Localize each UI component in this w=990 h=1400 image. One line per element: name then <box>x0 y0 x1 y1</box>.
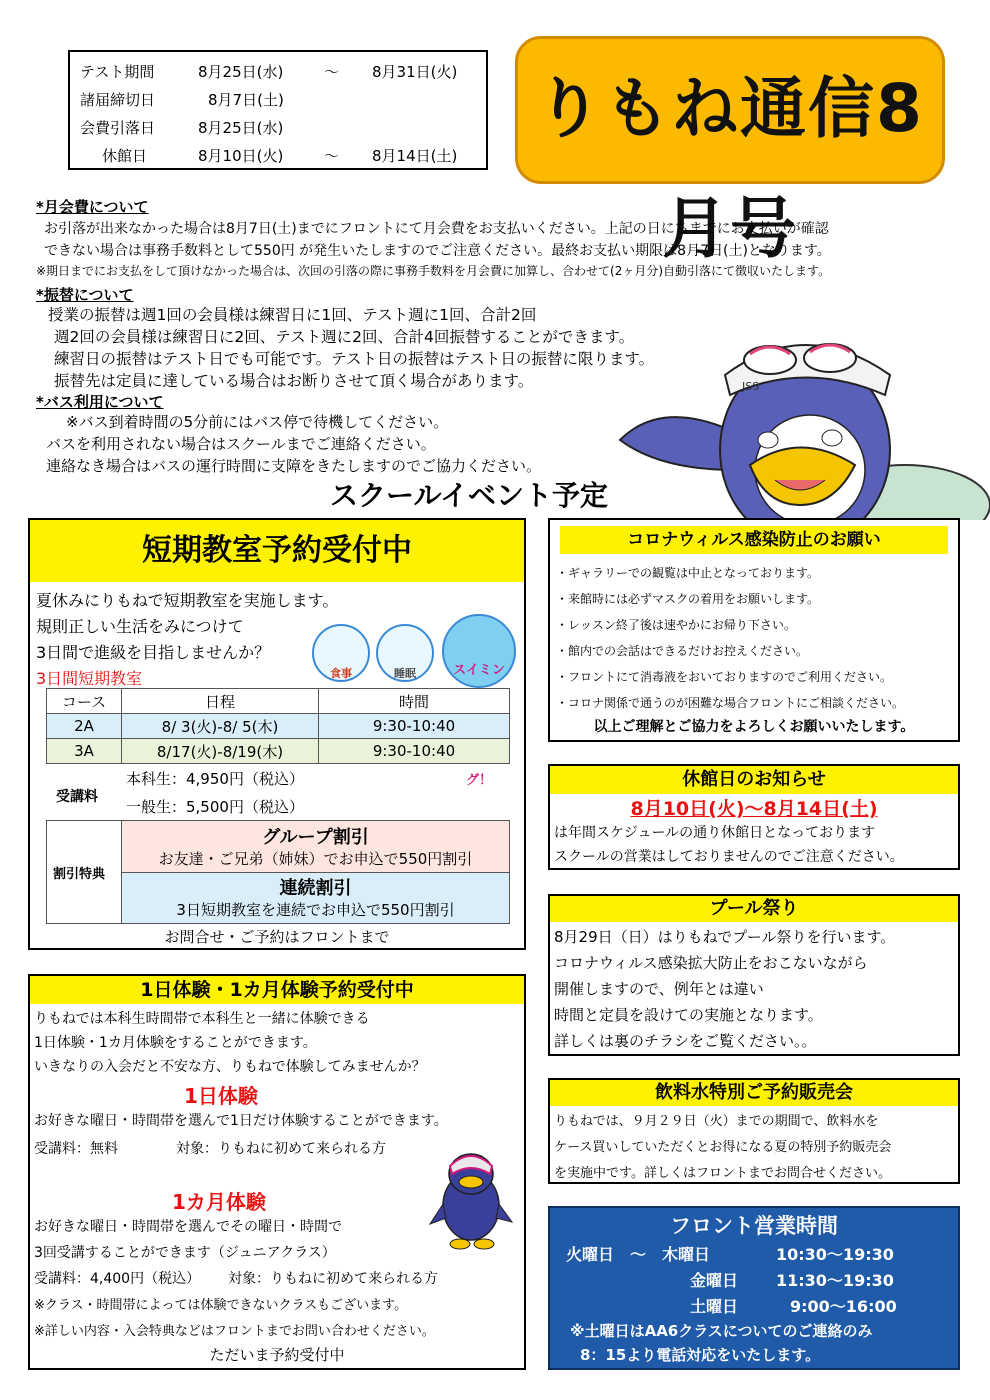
month-trial-title: 1カ月体験 <box>172 1190 266 1214</box>
water-sale-panel <box>548 1078 960 1184</box>
transfer-heading: *振替について <box>36 286 134 304</box>
transfer-line: 振替先は定員に達している場合はお断りさせて頂く場合があります。 <box>54 372 534 390</box>
pool-line: 8月29日（日）はりもねでプール祭りを行います。 <box>554 928 896 946</box>
course-table <box>46 688 510 764</box>
trial-note: ※クラス・時間帯によっては体験できないクラスもございます。 <box>34 1298 408 1313</box>
fee-regular: 本科生：4,950円（税込） <box>126 770 304 788</box>
day-trial-text: お好きな曜日・時間帯を選んで1日だけ体験することができます。 <box>34 1113 448 1129</box>
trial-intro: りもねでは本科生時間帯で本科生と一緒に体験できる <box>34 1011 370 1027</box>
table-row <box>47 739 510 764</box>
fee-line: お引落が出来なかった場合は8月7日(土)までにフロントにて月会費をお支払いください。上記の日にちまでにお支払いが確認 <box>44 221 829 237</box>
small-penguin-illustration <box>426 1144 516 1254</box>
schedule-value: 8月25日(水) <box>198 63 284 81</box>
corona-item: ・ギャラリーでの観覧は中止となっております。 <box>556 566 820 580</box>
water-sale-title: 飲料水特別ご予約販売会 <box>550 1080 958 1106</box>
fee-label: 受講料 <box>56 789 98 805</box>
schedule-value2: 8月31日(火) <box>372 63 458 81</box>
short-course-intro: 3日間で進級を目指しませんか？ <box>36 643 271 662</box>
pool-festival-title: プール祭り <box>550 896 958 922</box>
trial-panel <box>28 974 526 1370</box>
water-line: ケース買いしていただくとお得になる夏の特別予約販売会 <box>554 1140 892 1155</box>
trial-title: 1日体験・1カ月体験予約受付中 <box>30 976 524 1004</box>
short-course-panel <box>28 518 526 950</box>
month-trial-fee: 受講料：4,400円（税込） <box>34 1271 201 1287</box>
closure-line: は年間スケジュールの通り休館日となっております <box>554 825 876 841</box>
table-header: 時間 <box>319 689 510 714</box>
hours-note: ※土曜日はAA6クラスについてのご連絡のみ <box>570 1322 873 1340</box>
time-cell: 9:30-10:40 <box>319 739 510 764</box>
schedule-row-closed <box>80 142 478 170</box>
hours-day: 土曜日 <box>690 1297 739 1316</box>
corona-footer: 以上ご理解とご協力をよろしくお願いいたします。 <box>593 719 915 735</box>
dates-cell: 8/17(火)-8/19(木) <box>122 739 319 764</box>
water-line: りもねでは、９月２９日（火）までの期間で、飲料水を <box>554 1114 879 1129</box>
fee-line: できない場合は事務手数料として550円 が発生いたしますのでご注意ください。最終お支払い期限は8月7日(土)となります。 <box>44 243 831 259</box>
schedule-label: テスト期間 <box>80 63 155 81</box>
fee-general: 一般生：5,500円（税込） <box>126 798 304 816</box>
pool-line: 時間と定員を設けての実施となります。 <box>554 1006 823 1024</box>
corona-item: ・フロントにて消毒液をおいておりますのでご利用ください。 <box>556 670 893 684</box>
emblem-meal <box>312 624 370 682</box>
schedule-value2: 8月14日(土) <box>372 147 458 165</box>
closure-panel <box>548 764 960 870</box>
bus-line: ※バス到着時間の5分前にはバス停で待機してください。 <box>66 413 449 431</box>
emblem-label: スイミング！ <box>453 663 505 788</box>
newsletter-title: りもね通信8月号 <box>536 70 924 267</box>
corona-item: ・コロナ関係で通うのが困難な場合フロントにご相談ください。 <box>556 696 905 710</box>
dates-cell: 8/ 3(火)-8/ 5(木) <box>122 714 319 739</box>
emblem-label: 睡眠 <box>394 667 416 680</box>
trial-note: ※詳しい内容・入会特典などはフロントまでお問い合わせください。 <box>34 1324 435 1339</box>
month-trial-line: 3回受講することができます（ジュニアクラス） <box>34 1245 336 1261</box>
hours-time: 11:30～19:30 <box>776 1271 894 1290</box>
group-discount-title: グループ割引 <box>262 827 369 848</box>
hours-time: 10:30～19:30 <box>776 1245 894 1264</box>
short-course-intro: 夏休みにりもねで短期教室を実施します。 <box>36 591 339 610</box>
corona-title: コロナウィルス感染防止のお願い <box>560 526 948 554</box>
course-cell: 2A <box>47 714 122 739</box>
discount-box <box>46 820 510 924</box>
bus-heading: *バス利用について <box>36 393 164 411</box>
corona-item: ・レッスン終了後は速やかにお帰り下さい。 <box>556 618 796 632</box>
front-hours-panel <box>548 1206 960 1370</box>
day-trial-target: 対象：りもねに初めて来られる方 <box>176 1141 386 1157</box>
pool-festival-panel <box>548 894 960 1056</box>
corona-panel <box>548 518 960 742</box>
closure-dates: 8月10日(火)～8月14日(土) <box>630 798 878 820</box>
bus-line: バスを利用されない場合はスクールまでご連絡ください。 <box>46 435 436 453</box>
hours-time: 9:00～16:00 <box>790 1297 897 1316</box>
front-hours-title: フロント営業時間 <box>670 1214 838 1238</box>
pool-line: 開催しますので、例年とは違い <box>554 980 764 998</box>
transfer-line: 週2回の会員様は練習日に2回、テスト週に2回、合計4回振替することができます。 <box>54 328 635 346</box>
hours-day: 金曜日 <box>690 1271 739 1290</box>
table-header: コース <box>47 689 122 714</box>
water-line: を実施中です。詳しくはフロントまでお問合せください。 <box>554 1166 891 1181</box>
group-discount-text: お友達・ご兄弟（姉妹）でお申込で550円割引 <box>158 850 473 868</box>
hours-day: 火曜日 ～ 木曜日 <box>566 1245 711 1264</box>
schedule-value: 8月10日(火) <box>198 147 284 165</box>
short-course-title: 短期教室予約受付中 <box>30 520 524 582</box>
emblem-label: 食事 <box>330 667 352 680</box>
schedule-value: 8月7日(土) <box>208 91 284 109</box>
trial-footer: ただいま予約受付中 <box>209 1346 345 1364</box>
month-trial-target: 対象：りもねに初めて来られる方 <box>228 1271 438 1287</box>
newsletter-title-box <box>515 36 945 267</box>
schedule-label: 会費引落日 <box>80 119 156 137</box>
schedule-label: 休館日 <box>102 147 148 165</box>
consecutive-discount-text: 3日短期教室を連続でお申込で550円割引 <box>176 901 455 919</box>
penguin-mascot-illustration <box>600 320 990 520</box>
schedule-row-fee <box>80 114 478 142</box>
short-course-subtitle: 3日間短期教室 <box>36 669 143 688</box>
schedule-sep: ～ <box>324 147 340 165</box>
schedule-box <box>68 50 488 170</box>
short-course-intro: 規則正しい生活をみにつけて <box>36 617 244 636</box>
closure-title: 休館日のお知らせ <box>550 766 958 794</box>
cap-text: JSS <box>742 380 760 393</box>
pool-line: 詳しくは裏のチラシをご覧ください。。 <box>554 1032 817 1050</box>
group-discount <box>121 821 509 873</box>
month-trial-line: お好きな曜日・時間帯を選んでその曜日・時間で <box>34 1219 342 1235</box>
pool-line: コロナウィルス感染拡大防止をおこないながら <box>554 954 868 972</box>
fee-note: ※期日までにお支払をして頂けなかった場合は、次回の引落の際に事務手数料を月会費に加算し、合わせて(2ヶ月分)自動引落にて徴収いたします。 <box>36 264 831 278</box>
day-trial-title: 1日体験 <box>184 1084 258 1108</box>
hours-note: 8：15より電話対応をいたします。 <box>580 1346 821 1364</box>
day-trial-fee: 受講料：無料 <box>34 1141 118 1157</box>
trial-intro: 1日体験・1カ月体験をすることができます。 <box>34 1035 317 1051</box>
bus-line: 連絡なき場合はバスの運行時間に支障をきたしますのでご協力ください。 <box>46 457 542 475</box>
event-heading: スクールイベント予定 <box>330 479 609 512</box>
consecutive-discount-title: 連続割引 <box>279 878 352 899</box>
table-row <box>47 714 510 739</box>
consecutive-discount <box>121 873 509 923</box>
closure-line: スクールの営業はしておりませんのでご注意ください。 <box>554 849 904 865</box>
course-cell: 3A <box>47 739 122 764</box>
transfer-line: 練習日の振替はテスト日でも可能です。テスト日の振替はテスト日の振替に限ります。 <box>54 350 655 368</box>
emblem-swimming <box>442 614 516 788</box>
corona-item: ・来館時には必ずマスクの着用をお願いします。 <box>556 592 820 606</box>
table-header: 日程 <box>122 689 319 714</box>
time-cell: 9:30-10:40 <box>319 714 510 739</box>
transfer-line: 授業の振替は週1回の会員様は練習日に1回、テスト週に1回、合計2回 <box>48 306 537 324</box>
emblem-sleep <box>376 624 434 682</box>
corona-item: ・館内での会話はできるだけお控えください。 <box>556 644 809 658</box>
trial-intro: いきなりの入会だと不安な方、りもねで体験してみませんか？ <box>34 1059 426 1075</box>
fee-heading: *月会費について <box>36 198 149 216</box>
schedule-row-test <box>80 58 478 86</box>
schedule-label: 諸届締切日 <box>80 91 156 109</box>
discount-label: 割引特典 <box>53 867 106 882</box>
schedule-value: 8月25日(水) <box>198 119 284 137</box>
short-course-footer: お問合せ・ご予約はフロントまで <box>164 928 390 946</box>
schedule-row-deadline <box>80 86 478 114</box>
schedule-sep: ～ <box>324 63 340 81</box>
